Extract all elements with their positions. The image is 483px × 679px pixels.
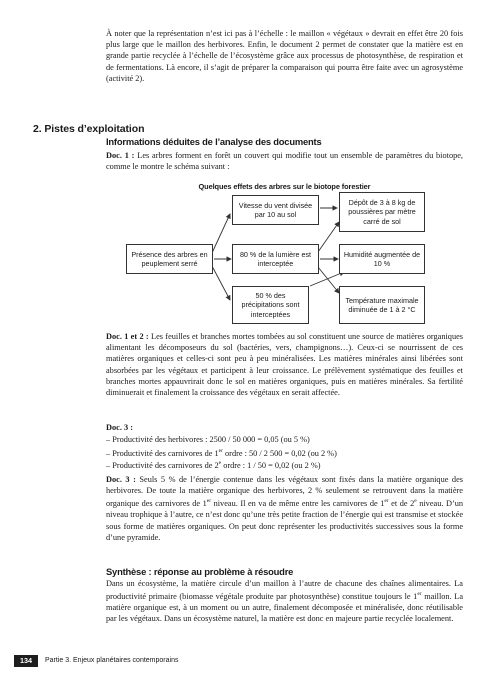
box-light-interception: 80 % de la lumière est interceptée <box>232 244 319 274</box>
doc12-text: Les feuilles et branches mortes tombées au sol constituent une source de matières organiques alimentant les décomposeurs du sol (bactéries, vers, champignons…). Ceux-ci se nourrissent de ces matières organiques et celles-ci sont peu à peu minéralisées. Les matières minérales ainsi libérées sont absorbées par les végétaux et participent à leur croissance. Le prélèvement systématique des feuilles et branches mortes appauvrirait donc le sol en matières organiques, puis en matières minérales. Sa fertilité diminuerait et finalement la croissance des végétaux en serait affectée. <box>106 332 464 398</box>
doc3-item-herbivores: – Productivité des herbivores : 2500 / 50 000 = 0,05 (ou 5 %) <box>106 435 310 444</box>
doc1-label: Doc. 1 : <box>106 151 135 160</box>
box-wind-speed: Vitesse du vent divisée par 10 au sol <box>232 195 319 225</box>
doc1-text: Les arbres forment en forêt un couvert qui modifie tout un ensemble de paramètres du biotope, comme le montre le schéma suivant : <box>106 151 463 172</box>
doc3-item-carnivores-2: – Productivité des carnivores de 2e ordre : 1 / 50 = 0,02 (ou 2 %) <box>106 460 321 470</box>
doc12-label: Doc. 1 et 2 : <box>106 332 149 341</box>
box-tree-presence: Présence des arbres en peuplement serré <box>126 244 213 274</box>
arrow-source-to-wind <box>212 214 230 253</box>
page-number: 134 <box>14 655 38 667</box>
doc3-item-carnivores-1: – Productivité des carnivores de 1er ordre : 50 / 2 500 = 0,02 (ou 2 %) <box>106 448 337 458</box>
box-precipitation-interception: 50 % des précipitations sont interceptées <box>232 286 309 324</box>
doc3-label: Doc. 3 : <box>106 423 133 432</box>
running-footer: Partie 3. Enjeux planétaires contemporains <box>45 657 179 664</box>
doc12-paragraph <box>106 331 463 398</box>
box-humidity: Humidité augmentée de 10 % <box>339 244 425 274</box>
subsection-title-synthesis: Synthèse : réponse au problème à résoudre <box>106 566 294 577</box>
arrow-light-to-dust <box>318 222 339 252</box>
box-dust-deposit: Dépôt de 3 à 8 kg de poussières par mètre carré de sol <box>339 192 425 232</box>
box-temperature: Température maximale diminuée de 1 à 2 °C <box>339 286 425 324</box>
arrow-rain-to-humidity <box>310 272 344 286</box>
synthesis-paragraph: Dans un écosystème, la matière circule d’un maillon à l’autre de chacune des chaînes alimentaires. La productivité primaire (biomasse végétale produite par photosynthèse) constitue toujours le 1er maillon. La matière organique est, à un moment ou un autre, finalement décomposée et minéralisée, donc réutilisable par les végétaux. Dans un écosystème naturel, la matière est donc en majeure partie recyclée localement. <box>106 579 463 624</box>
diagram-title: Quelques effets des arbres sur le biotope forestier <box>198 182 371 191</box>
intro-paragraph: À noter que la représentation n’est ici pas à l’échelle : le maillon « végétaux » devrait en effet être 20 fois plus large que le maillon des herbivores. Enfin, le document 2 permet de constater que la matière est en grande partie recyclée à l’échelle de l’écosystème grâce aux processus de photosynthèse, de respiration et de fermentations. Là encore, il s’agit de préparer la comparaison qui pourra être faite avec un agrosystème (activité 2). <box>106 29 463 83</box>
section-title: 2. Pistes d’exploitation <box>33 123 145 135</box>
arrow-source-to-rain <box>212 266 230 300</box>
doc3-paragraph: Doc. 3 : Seuls 5 % de l’énergie contenue dans les végétaux sont fixés dans la matière organique des herbivores. De toute la matière organique des herbivores, 2 % seulement se retrouvent dans la matière organique des carnivores de 1er niveau. Il en va de même entre les carnivores de 1er et de 2e niveau. D’un niveau trophique à l’autre, ce n’est donc qu’une très petite fraction de l’énergie qui est transmise et stockée sous forme de matières organiques. On peut donc représenter les productivités successives sous la forme d’une pyramide. <box>106 475 464 542</box>
arrow-light-to-temperature <box>318 267 339 293</box>
subsection-title-analysis: Informations déduites de l’analyse des documents <box>106 136 322 147</box>
